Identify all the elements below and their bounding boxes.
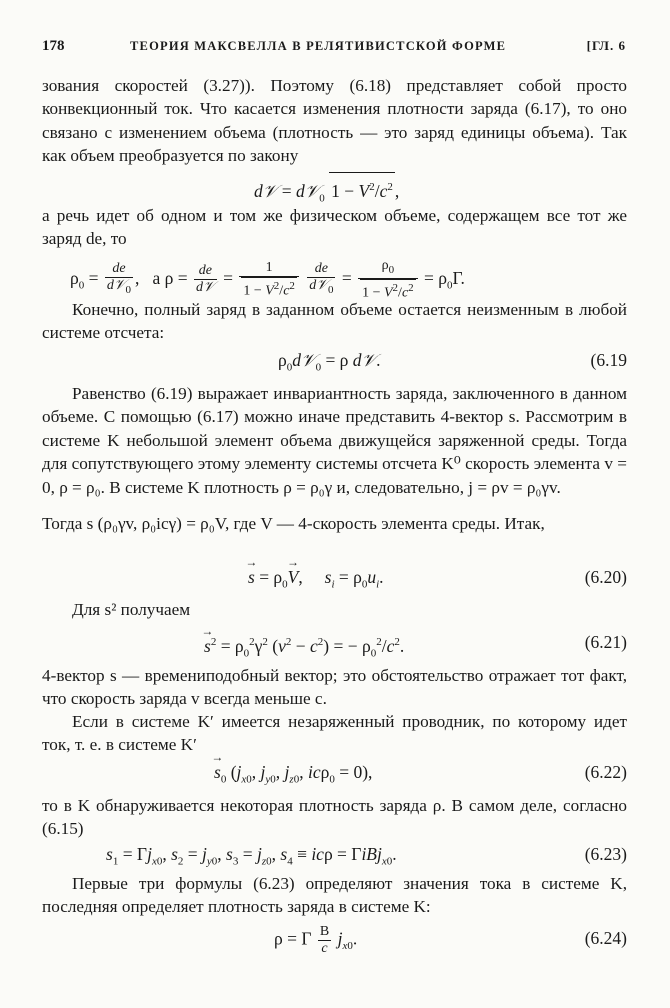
- paragraph-4: Равенство (6.19) выражает инвариантность заряда, заключенного в данном объеме. С помощью (6.17) можно иначе представить 4-вектор s. Рассмотрим в системе K небольшой элемент объема движущейся заряженной среды. Тогда для сопутствующего этому элементу системы отсчета K⁰ скорость элемента v = 0, ρ = ρ₀. В системе K плотность ρ = ρ₀γ и, следовательно, j = ρv = ρ₀γv.: [42, 384, 627, 497]
- equation-charge-density: $\rho_0$ = $\frac{de}{d𝒱_0}$ , а ρ = $\frac{de}{\text{d𝒱}}$ = $\frac{1}{1 - V^2/c^2}$ $\frac{de}{d𝒱_0}$ = $\frac{\rho_0}{1 - V^2/c^2}$ = $\rho_0\Gamma$.: [70, 258, 465, 301]
- paragraph-3: Конечно, полный заряд в заданном объеме остается неизменным в любой системе отсчета:: [42, 300, 627, 343]
- equation-number-6-24: (6.24): [584, 928, 627, 948]
- paragraph-2: а речь идет об одном и том же физическом объеме, содержащем все тот же заряд de, то: [42, 206, 627, 249]
- equation-number-6-22: (6.22): [584, 762, 627, 782]
- equation-6-21: → $s^2 = \rho_0^2\gamma^2$ $(v^2 - c^2)$ = − $\rho_0^2/c^2$. (6.21): [42, 628, 627, 656]
- paragraph-5: Тогда s (ρ₀γv, ρ₀icγ) = ρ₀V, где V — 4-скорость элемента среды. Итак,: [42, 514, 545, 533]
- equation-6-22: → $s_0$ ($j_{x0}$, $j_{y0}$, $j_{z0}$, icρ$_0$ = 0), (6.22): [42, 758, 627, 786]
- running-title: ТЕОРИЯ МАКСВЕЛЛА В РЕЛЯТИВИСТСКОЙ ФОРМЕ: [130, 39, 507, 53]
- page-number: 178: [42, 38, 65, 54]
- equation-volume-transform: d𝒱 = d𝒱$_0$ $1 - V^2/c^2$ ,: [42, 172, 627, 200]
- paragraph-1: зования скоростей (3.27)). Поэтому (6.18) представляет собой просто конвекционный ток. Что касается изменения плотности заряда (6.17), то оно связано с изменением объема (плотность — это заряд единицы объема). Так как объем преобразуется по закону: [42, 76, 627, 166]
- equation-6-23: $s_1 = \Gamma j_{x0}$, $s_2 = j_{y0}$, $s_3 = j_{z0}$, $s_4 \equiv ic\rho = \Gamma iBj_{x0}$. (6.23): [42, 840, 627, 868]
- equation-6-24: ρ = Γ $\frac{B}{c}$ $j_{x0}$. (6.24): [274, 924, 627, 956]
- paragraph-7: 4-вектор s — времениподобный вектор; это обстоятельство отражает тот факт, что скорость заряда v всегда меньше c.: [42, 666, 627, 709]
- paragraph-8: Если в системе K′ имеется незаряженный проводник, по которому идет ток, т. е. в системе K′: [42, 712, 627, 755]
- equation-number-6-21: (6.21): [584, 632, 627, 652]
- equation-6-19: $\rho_0d𝒱_0 = \rho$ d𝒱. (6.19: [42, 346, 627, 374]
- equation-number-6-20: (6.20): [584, 567, 627, 587]
- paragraph-9: то в K обнаруживается некоторая плотность заряда ρ. В самом деле, согласно (6.15): [42, 796, 627, 839]
- equation-number-6-23: (6.23): [584, 844, 627, 864]
- equation-number-6-19: (6.19: [590, 350, 627, 370]
- equation-6-20: → $s = \rho_0\to V$, $s_i = \rho_0u_i$. (6.20): [42, 563, 627, 591]
- paragraph-6: Для s² получаем: [72, 600, 191, 619]
- paragraph-10: Первые три формулы (6.23) определяют значения тока в системе K, последняя определяет плотность заряда в системе K:: [42, 874, 627, 917]
- page-header: [42, 38, 626, 60]
- chapter-label: [ГЛ. 6: [586, 38, 626, 53]
